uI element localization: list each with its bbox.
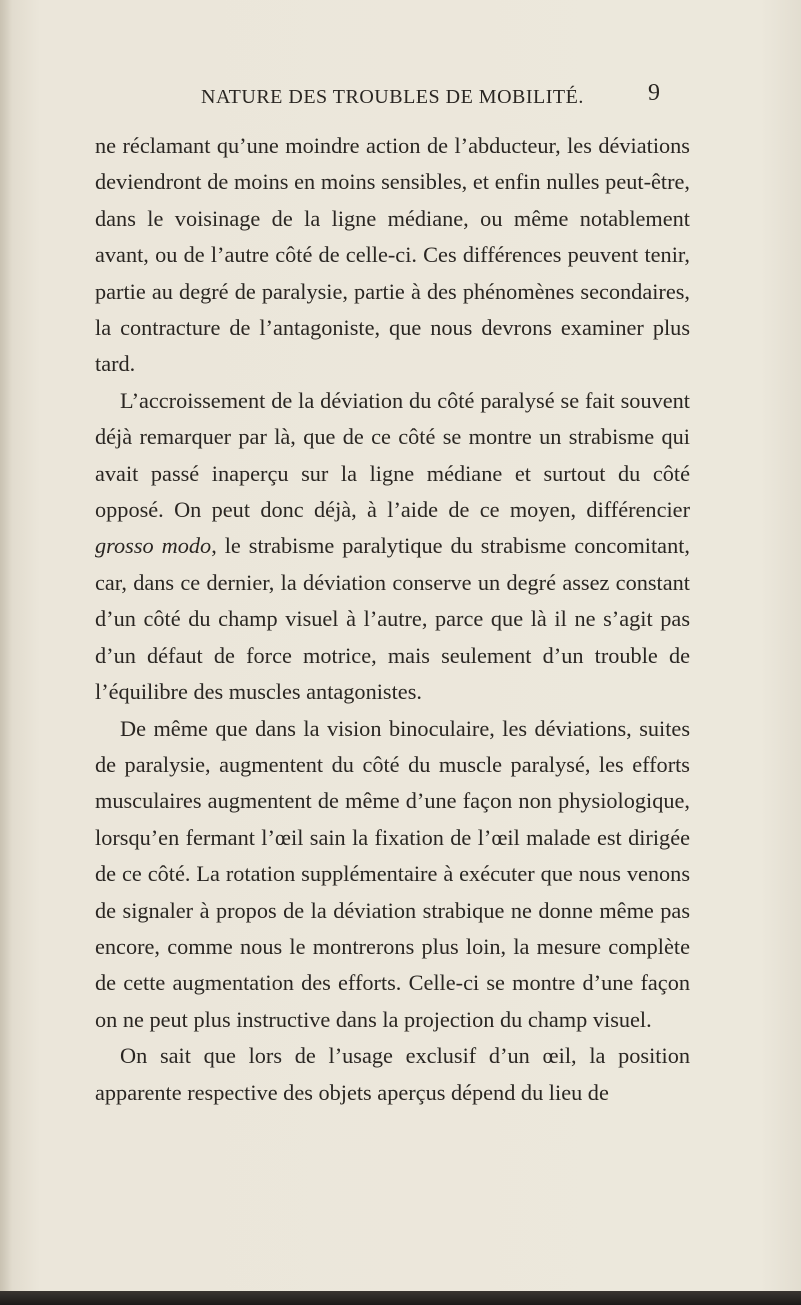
page-bottom-edge xyxy=(0,1291,801,1305)
italic-phrase: grosso modo xyxy=(95,533,212,559)
paragraph-1-text: ne réclamant qu’une moindre action de l’abducteur, les déviations deviendront de moins en moins sensibles, et enfin nulles peut-être, dans le voisinage de la ligne médiane, ou même notablement avant, ou de l’autre côté de celle-ci. Ces différences peuvent tenir, partie au degré de paralysie, partie à des phénomènes secondaires, la contracture de l’antagoniste, que nous devrons examiner plus tard. xyxy=(95,133,690,377)
paragraph-2 xyxy=(95,383,690,711)
paragraph-2-text: L’accroissement de la déviation du côté paralysé se fait souvent déjà remarquer par là, que de ce côté se montre un strabisme qui avait passé inaperçu sur la ligne médiane et surtout du côté opposé. On peut donc déjà, à l’aide de ce moyen, différencier xyxy=(95,387,690,523)
page-number: 9 xyxy=(648,80,660,106)
body-text xyxy=(95,128,690,1111)
running-head xyxy=(0,80,801,116)
paragraph-3-text: De même que dans la vision binoculaire, les déviations, suites de paralysie, augmentent du côté du muscle paralysé, les efforts musculaires augmentent de même d’une façon non physiologique, lorsqu’en fermant l’œil sain la fixation de l’œil malade est dirigée de ce côté. La rotation supplémentaire à exécuter que nous venons de signaler à propos de la déviation strabique ne donne même pas encore, comme nous le montrerons plus loin, la mesure complète de cette augmentation des efforts. Celle-ci se montre d’une façon on ne peut plus instructive dans la projection du champ visuel. xyxy=(95,715,690,1032)
paragraph-3 xyxy=(95,711,690,1039)
paragraph-2-text-end: , le strabisme paralytique du strabisme concomitant, car, dans ce dernier, la déviation conserve un degré assez constant d’un côté du champ visuel à l’autre, parce que là il ne s’agit pas d’un défaut de force motrice, mais seulement d’un trouble de l’équilibre des muscles antagonistes. xyxy=(95,533,690,705)
page-gutter-shadow xyxy=(0,0,12,1305)
paragraph-4-text: On sait que lors de l’usage exclusif d’un œil, la position apparente respective des objets aperçus dépend du lieu de xyxy=(95,1043,690,1105)
paragraph-1 xyxy=(95,128,690,383)
paragraph-4 xyxy=(95,1038,690,1111)
running-title: NATURE DES TROUBLES DE MOBILITÉ. xyxy=(201,86,584,108)
